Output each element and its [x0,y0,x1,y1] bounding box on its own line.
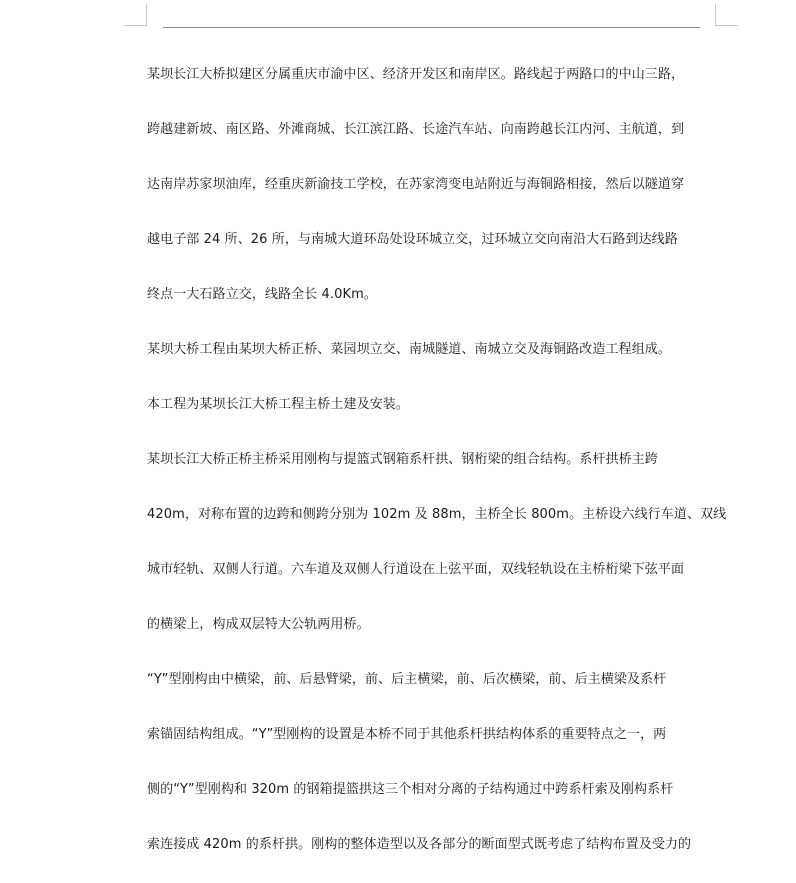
document-body [147,58,727,883]
header-rule [163,27,700,28]
crop-mark-top-right [716,25,738,26]
crop-mark-top-left [124,25,146,26]
paragraph [147,333,719,388]
text-line: 达南岸苏家坝油库，经重庆新渝技工学校，在苏家湾变电站附近与海铜路相接，然后以隧道穿 [147,177,685,192]
text-line: 越电子部 24 所、26 所，与南城大道环岛处设环城立交，过环城立交向南沿大石路到达线路 [147,232,678,247]
text-line: 本工程为某坝长江大桥工程主桥土建及安装。 [147,397,410,412]
text-line: 的横梁上，构成双层特大公轨两用桥。 [147,617,370,632]
crop-mark-top-left [146,4,147,26]
text-line: 某坝长江大桥正桥主桥采用刚构与提篮式钢箱系杆拱、钢桁梁的组合结构。系杆拱桥主跨 [147,452,658,467]
paragraph [147,388,719,443]
text-line: 侧的“Y”型刚构和 320m 的钢箱提篮拱这三个相对分离的子结构通过中跨系杆索及刚构系杆 [147,782,674,797]
paragraph [147,663,719,883]
paragraph [147,58,719,333]
text-line: 420m，对称布置的边跨和侧跨分别为 102m 及 88m，主桥全长 800m。主桥设六线行车道、双线 [147,507,727,522]
crop-mark-top-right [715,4,716,26]
text-line: 跨越建新坡、南区路、外滩商城、长江滨江路、长途汽车站、向南跨越长江内河、主航道，到 [147,122,685,137]
text-line: 索锚固结构组成。“Y”型刚构的设置是本桥不同于其他系杆拱结构体系的重要特点之一，两 [147,727,667,742]
text-line: 城市轻轨、双侧人行道。六车道及双侧人行道设在上弦平面，双线轻轨设在主桥桁梁下弦平面 [147,562,685,577]
text-line: 终点一大石路立交，线路全长 4.0Km。 [147,287,377,302]
text-line: 索连接成 420m 的系杆拱。刚构的整体造型以及各部分的断面型式既考虑了结构布置及受力的 [147,837,692,852]
text-line: “Y”型刚构由中横梁，前、后悬臂梁，前、后主横梁，前、后次横梁，前、后主横梁及系杆 [147,672,667,687]
text-line: 某坝大桥工程由某坝大桥正桥、菜园坝立交、南城隧道、南城立交及海铜路改造工程组成。 [147,342,672,357]
text-line: 某坝长江大桥拟建区分属重庆市渝中区、经济开发区和南岸区。路线起于两路口的中山三路， [147,67,685,82]
paragraph [147,443,727,663]
